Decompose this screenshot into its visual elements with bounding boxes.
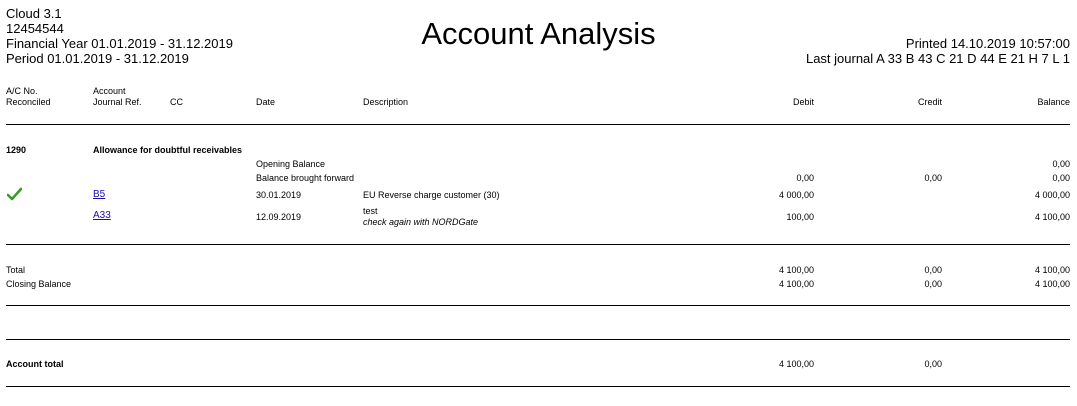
col-cc: CC — [170, 97, 183, 107]
closing-debit: 4 100,00 — [778, 279, 814, 289]
brought-forward-credit: 0,00 — [924, 173, 942, 183]
brought-forward-balance: 0,00 — [1052, 173, 1070, 183]
company-number: 12454544 — [6, 21, 64, 36]
opening-balance-label: Opening Balance — [256, 159, 326, 169]
row-description: test — [363, 206, 378, 216]
journal-ref-link[interactable]: A33 — [93, 210, 111, 221]
printed-timestamp: Printed 14.10.2019 10:57:00 — [905, 36, 1070, 51]
account-total-debit: 4 100,00 — [778, 359, 814, 369]
col-account: Account — [93, 86, 126, 96]
col-debit: Debit — [792, 97, 814, 107]
row-date: 30.01.2019 — [256, 190, 302, 200]
brought-forward-debit: 0,00 — [796, 173, 814, 183]
total-credit: 0,00 — [924, 265, 942, 275]
divider — [6, 124, 1070, 125]
last-journal: Last journal A 33 B 43 C 21 D 44 E 21 H 7 L 1 — [805, 51, 1070, 66]
col-date: Date — [256, 97, 276, 107]
journal-ref-link[interactable]: B5 — [93, 189, 106, 200]
checkmark-icon — [7, 187, 22, 201]
divider — [6, 244, 1070, 245]
opening-balance-value: 0,00 — [1052, 159, 1070, 169]
row-description: EU Reverse charge customer (30) — [363, 190, 500, 200]
row-debit: 100,00 — [786, 212, 814, 222]
account-name: Allowance for doubtful receivables — [93, 145, 243, 155]
account-total-label: Account total — [6, 359, 64, 369]
account-number: 1290 — [6, 145, 27, 155]
account-total-credit: 0,00 — [924, 359, 942, 369]
period: Period 01.01.2019 - 31.12.2019 — [6, 51, 189, 66]
closing-credit: 0,00 — [924, 279, 942, 289]
row-debit: 4 000,00 — [778, 190, 814, 200]
divider — [6, 339, 1070, 340]
col-description: Description — [363, 97, 409, 107]
col-journal-ref: Journal Ref. — [93, 97, 142, 107]
closing-balance: 4 100,00 — [1034, 279, 1070, 289]
total-balance: 4 100,00 — [1034, 265, 1070, 275]
divider — [6, 386, 1070, 387]
financial-year: Financial Year 01.01.2019 - 31.12.2019 — [6, 36, 233, 51]
total-debit: 4 100,00 — [778, 265, 814, 275]
divider — [6, 305, 1070, 306]
company-name: Cloud 3.1 — [6, 6, 62, 21]
col-balance: Balance — [1037, 97, 1070, 107]
report-title: Account Analysis — [421, 16, 656, 51]
total-label: Total — [6, 265, 26, 275]
col-reconciled: Reconciled — [6, 97, 51, 107]
row-balance: 4 000,00 — [1034, 190, 1070, 200]
closing-balance-label: Closing Balance — [6, 279, 72, 289]
brought-forward-label: Balance brought forward — [256, 173, 355, 183]
col-credit: Credit — [917, 97, 942, 107]
row-balance: 4 100,00 — [1034, 212, 1070, 222]
col-ac-no: A/C No. — [6, 86, 38, 96]
row-date: 12.09.2019 — [256, 212, 302, 222]
row-note: check again with NORDGate — [363, 217, 479, 227]
